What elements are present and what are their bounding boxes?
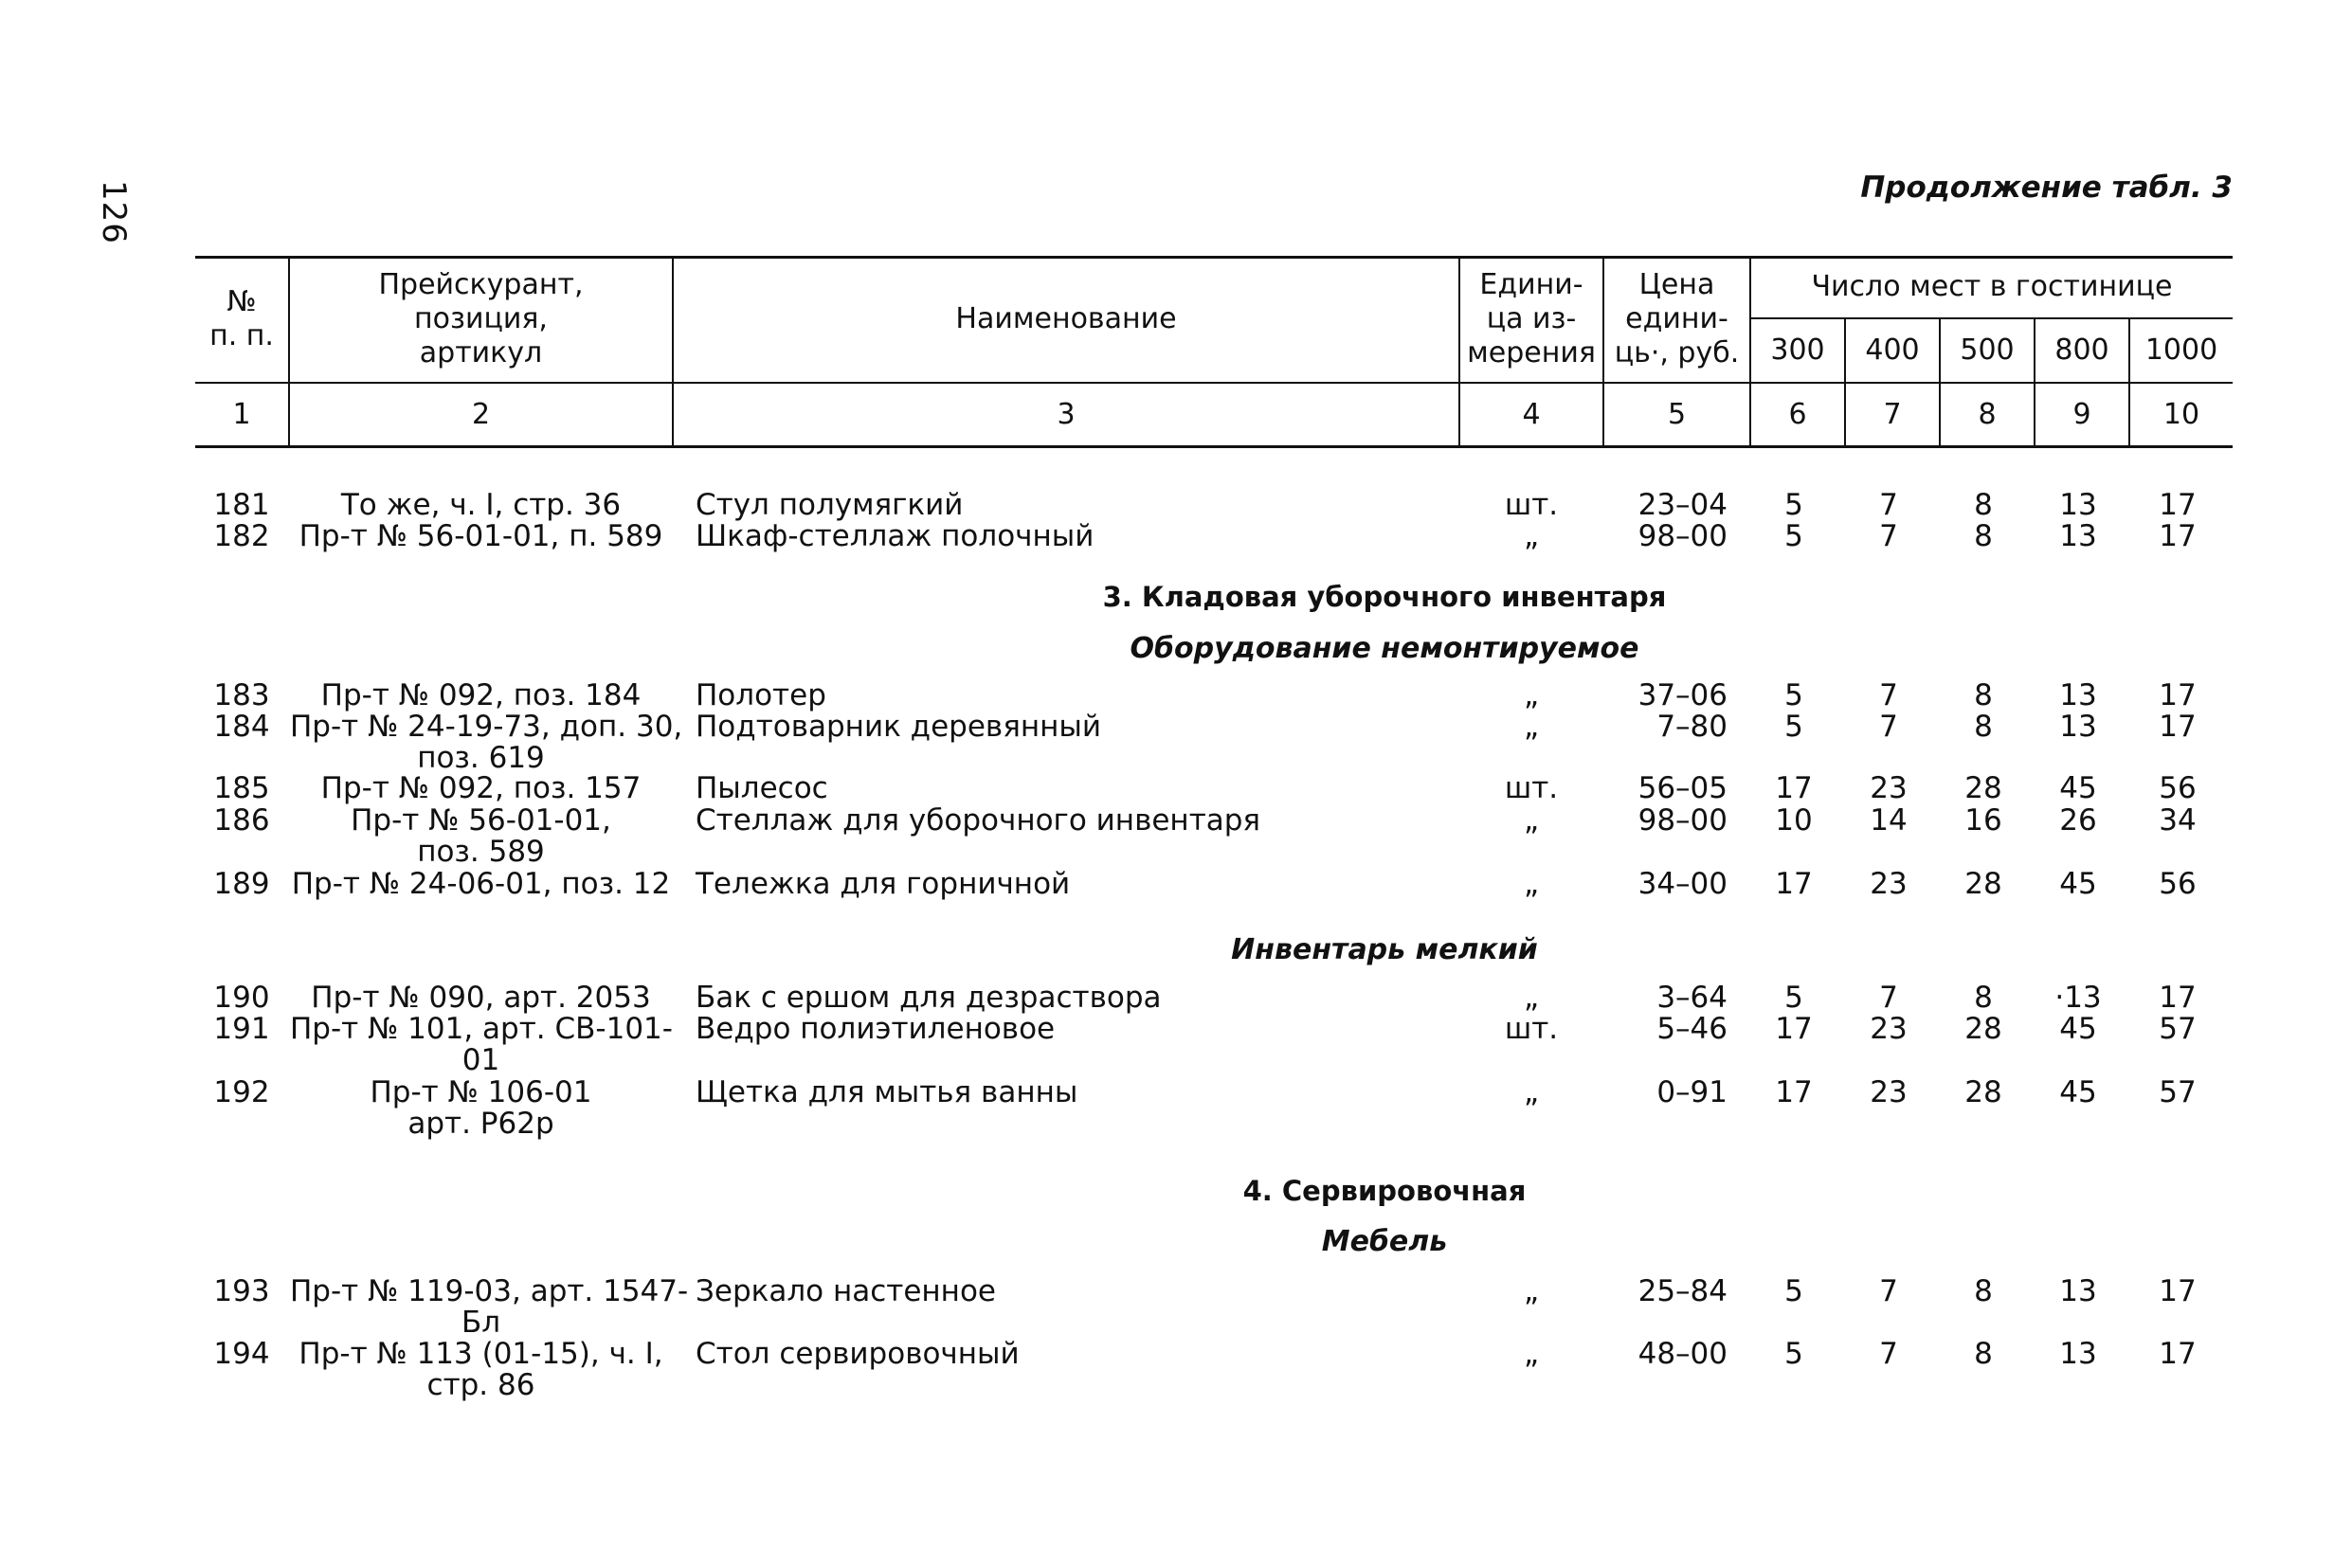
- row-price: 56–05: [1637, 771, 1728, 805]
- row-number: 184: [213, 710, 270, 744]
- row-value-1000: 17: [2159, 1337, 2197, 1371]
- row-name: Пылесос: [696, 771, 828, 805]
- header-col-1000: 1000: [2144, 333, 2218, 367]
- row-pricelist-line2: стр. 86: [426, 1368, 535, 1402]
- row-value-500: 28: [1964, 1012, 2002, 1046]
- row-value-800: 45: [2059, 1012, 2097, 1046]
- row-value-1000: 57: [2159, 1075, 2197, 1109]
- row-unit: „: [1523, 867, 1540, 901]
- row-name: Полотер: [696, 678, 826, 712]
- row-value-800: ·13: [2054, 981, 2102, 1015]
- row-value-500: 8: [1974, 519, 1993, 553]
- row-number: 185: [213, 771, 270, 805]
- row-value-400: 7: [1879, 519, 1898, 553]
- row-value-500: 8: [1974, 488, 1993, 522]
- table-header: [195, 256, 2233, 445]
- row-number: 189: [213, 867, 270, 901]
- row-value-300: 17: [1775, 1012, 1813, 1046]
- row-name: Стул полумягкий: [696, 488, 964, 522]
- header-places: Число мест в гостинице: [1811, 269, 2173, 303]
- row-value-500: 28: [1964, 1075, 2002, 1109]
- row-value-400: 7: [1879, 710, 1898, 744]
- header-pricelist: Прейскурант, позиция, артикул: [378, 267, 584, 369]
- row-value-1000: 56: [2159, 867, 2197, 901]
- colnum-4: 4: [1522, 397, 1541, 431]
- row-value-500: 28: [1964, 771, 2002, 805]
- row-unit: „: [1523, 1337, 1540, 1371]
- colnum-8: 8: [1978, 397, 1997, 431]
- row-number: 181: [213, 488, 270, 522]
- row-number: 190: [213, 981, 270, 1015]
- row-value-500: 8: [1974, 1337, 1993, 1371]
- row-pricelist: Пр-т № 24-19-73, доп. 30,: [290, 710, 683, 744]
- row-value-300: 5: [1784, 1337, 1803, 1371]
- row-price: 23–04: [1637, 488, 1728, 522]
- table-continuation-caption: Продолжение табл. 3: [1860, 171, 2233, 205]
- row-value-800: 45: [2059, 1075, 2097, 1109]
- row-price: 5–46: [1656, 1012, 1728, 1046]
- row-price: 98–00: [1637, 519, 1728, 553]
- row-unit: „: [1523, 1274, 1540, 1308]
- row-value-1000: 17: [2159, 981, 2197, 1015]
- row-price: 37–06: [1637, 678, 1728, 712]
- row-name: Шкаф-стеллаж полочный: [696, 519, 1095, 553]
- row-value-300: 5: [1784, 1274, 1803, 1308]
- colnum-1: 1: [232, 397, 251, 431]
- row-pricelist: Пр-т № 101, арт. СВ-101-: [290, 1012, 673, 1046]
- row-value-800: 13: [2059, 488, 2097, 522]
- row-name: Подтоварник деревянный: [696, 710, 1102, 744]
- row-number: 193: [213, 1274, 270, 1308]
- header-col-800: 800: [2054, 333, 2109, 367]
- colnum-7: 7: [1883, 397, 1902, 431]
- row-value-1000: 34: [2159, 803, 2197, 838]
- row-value-300: 17: [1775, 771, 1813, 805]
- row-pricelist: Пр-т № 56-01-01, п. 589: [299, 519, 663, 553]
- row-name: Щетка для мытья ванны: [696, 1075, 1078, 1109]
- row-value-500: 8: [1974, 981, 1993, 1015]
- row-unit: „: [1523, 710, 1540, 744]
- row-pricelist: То же, ч. I, стр. 36: [340, 488, 622, 522]
- header-col-400: 400: [1865, 333, 1920, 367]
- row-pricelist: Пр-т № 106-01: [370, 1075, 592, 1109]
- row-value-800: 45: [2059, 771, 2097, 805]
- row-pricelist: Пр-т № 090, арт. 2053: [311, 981, 651, 1015]
- row-value-500: 8: [1974, 678, 1993, 712]
- row-value-400: 7: [1879, 1274, 1898, 1308]
- section-title-serving: 4. Сервировочная: [1242, 1175, 1527, 1207]
- row-price: 3–64: [1656, 981, 1728, 1015]
- colnum-6: 6: [1788, 397, 1807, 431]
- row-unit: шт.: [1504, 771, 1559, 805]
- row-pricelist-line2: арт. Р62р: [407, 1107, 554, 1141]
- subsection-title-furniture: Мебель: [1321, 1225, 1448, 1258]
- row-number: 192: [213, 1075, 270, 1109]
- row-value-300: 17: [1775, 1075, 1813, 1109]
- row-name: Стеллаж для уборочного инвентаря: [696, 803, 1261, 838]
- row-value-1000: 56: [2159, 771, 2197, 805]
- row-price: 48–00: [1637, 1337, 1728, 1371]
- row-price: 98–00: [1637, 803, 1728, 838]
- section-title-storage: 3. Кладовая уборочного инвентаря: [1102, 581, 1667, 613]
- row-value-400: 7: [1879, 488, 1898, 522]
- row-value-400: 23: [1870, 1075, 1908, 1109]
- row-pricelist: Пр-т № 113 (01-15), ч. I,: [299, 1337, 663, 1371]
- row-value-800: 13: [2059, 519, 2097, 553]
- row-unit: „: [1523, 678, 1540, 712]
- row-pricelist: Пр-т № 24-06-01, поз. 12: [291, 867, 671, 901]
- row-price: 25–84: [1637, 1274, 1728, 1308]
- row-value-300: 5: [1784, 519, 1803, 553]
- row-pricelist-line2: поз. 619: [417, 741, 545, 775]
- row-unit: шт.: [1504, 488, 1559, 522]
- row-pricelist-line2: поз. 589: [417, 835, 545, 869]
- row-pricelist-line2: Бл: [461, 1306, 501, 1340]
- subsection-title-equipment: Оборудование немонтируемое: [1130, 632, 1639, 665]
- header-col-300: 300: [1770, 333, 1825, 367]
- row-unit: „: [1523, 803, 1540, 838]
- colnum-2: 2: [471, 397, 491, 431]
- header-price: Цена едини- ць·, руб.: [1614, 267, 1740, 369]
- colnum-9: 9: [2072, 397, 2091, 431]
- colnum-10: 10: [2162, 397, 2200, 431]
- row-value-500: 8: [1974, 710, 1993, 744]
- row-value-400: 7: [1879, 1337, 1898, 1371]
- header-col-500: 500: [1960, 333, 2015, 367]
- row-value-1000: 57: [2159, 1012, 2197, 1046]
- row-pricelist: Пр-т № 119-03, арт. 1547-: [290, 1274, 689, 1308]
- row-name: Стол сервировочный: [696, 1337, 1020, 1371]
- colnum-5: 5: [1667, 397, 1687, 431]
- row-number: 182: [213, 519, 270, 553]
- header-unit: Едини- ца из- мерения: [1467, 267, 1596, 369]
- row-value-500: 16: [1964, 803, 2002, 838]
- row-name: Ведро полиэтиленовое: [696, 1012, 1056, 1046]
- row-price: 7–80: [1656, 710, 1728, 744]
- row-value-400: 23: [1870, 771, 1908, 805]
- subsection-title-small-inventory: Инвентарь мелкий: [1231, 933, 1538, 966]
- row-value-800: 26: [2059, 803, 2097, 838]
- colnum-3: 3: [1057, 397, 1076, 431]
- row-value-300: 5: [1784, 488, 1803, 522]
- row-unit: „: [1523, 519, 1540, 553]
- row-value-800: 13: [2059, 1337, 2097, 1371]
- row-value-400: 7: [1879, 678, 1898, 712]
- row-value-800: 13: [2059, 678, 2097, 712]
- row-value-500: 28: [1964, 867, 2002, 901]
- row-value-800: 13: [2059, 710, 2097, 744]
- row-value-300: 5: [1784, 710, 1803, 744]
- row-pricelist: Пр-т № 092, поз. 184: [320, 678, 642, 712]
- row-number: 186: [213, 803, 270, 838]
- row-number: 194: [213, 1337, 270, 1371]
- row-value-300: 17: [1775, 867, 1813, 901]
- header-name: Наименование: [955, 301, 1177, 335]
- row-value-400: 7: [1879, 981, 1898, 1015]
- row-name: Зеркало настенное: [696, 1274, 996, 1308]
- row-name: Тележка для горничной: [696, 867, 1071, 901]
- row-value-400: 23: [1870, 1012, 1908, 1046]
- row-value-1000: 17: [2159, 519, 2197, 553]
- row-number: 183: [213, 678, 270, 712]
- row-value-400: 23: [1870, 867, 1908, 901]
- header-num: № п. п.: [209, 284, 274, 352]
- page-number: 126: [95, 180, 133, 244]
- row-pricelist: Пр-т № 092, поз. 157: [320, 771, 642, 805]
- row-pricelist: Пр-т № 56-01-01,: [351, 803, 611, 838]
- row-value-800: 45: [2059, 867, 2097, 901]
- row-value-1000: 17: [2159, 1274, 2197, 1308]
- row-value-1000: 17: [2159, 488, 2197, 522]
- row-price: 34–00: [1637, 867, 1728, 901]
- row-value-500: 8: [1974, 1274, 1993, 1308]
- row-value-400: 14: [1870, 803, 1908, 838]
- row-number: 191: [213, 1012, 270, 1046]
- row-unit: „: [1523, 981, 1540, 1015]
- row-pricelist-line2: 01: [461, 1043, 500, 1077]
- row-unit: шт.: [1504, 1012, 1559, 1046]
- row-unit: „: [1523, 1075, 1540, 1109]
- row-price: 0–91: [1656, 1075, 1728, 1109]
- row-name: Бак с ершом для дезраствора: [696, 981, 1162, 1015]
- row-value-300: 5: [1784, 678, 1803, 712]
- row-value-300: 5: [1784, 981, 1803, 1015]
- row-value-300: 10: [1775, 803, 1813, 838]
- row-value-1000: 17: [2159, 710, 2197, 744]
- row-value-800: 13: [2059, 1274, 2097, 1308]
- row-value-1000: 17: [2159, 678, 2197, 712]
